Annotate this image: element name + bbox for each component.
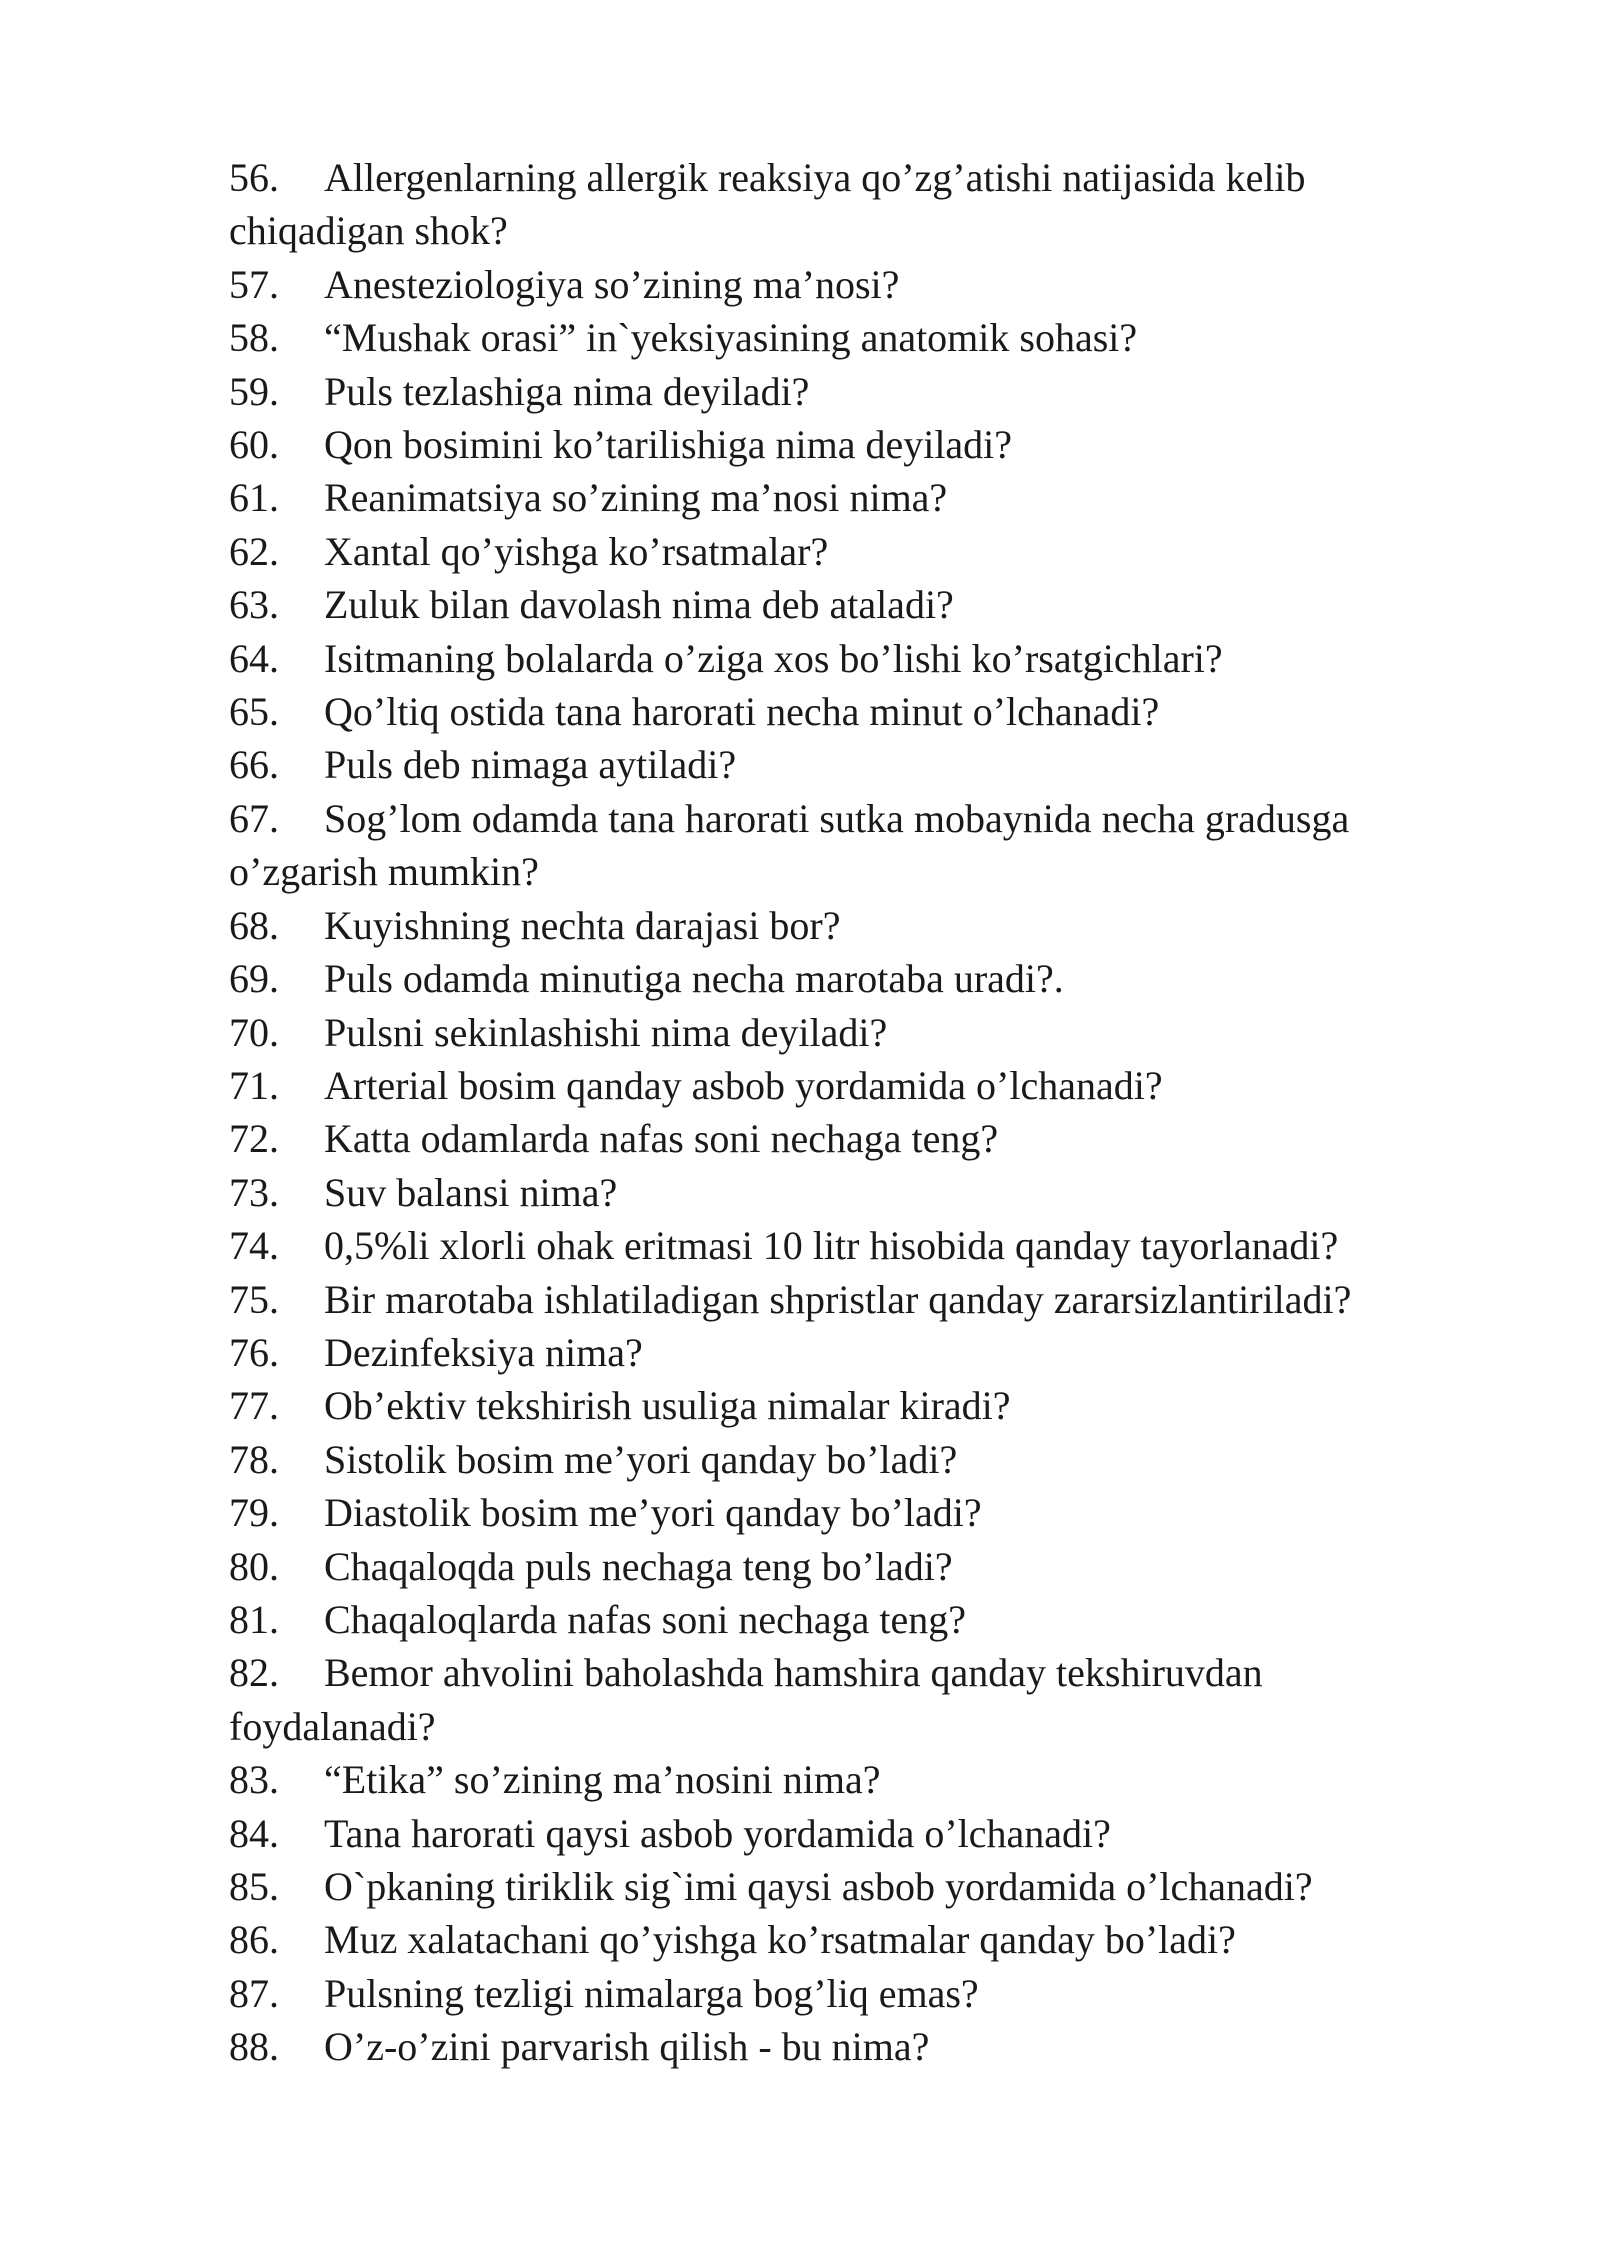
question-number: 79. — [229, 1490, 279, 1536]
question-number: 58. — [229, 315, 279, 361]
question-item — [229, 578, 1429, 631]
question-text: Suv balansi nima? — [324, 1169, 618, 1215]
question-item — [229, 1486, 1429, 1539]
question-list — [229, 151, 1429, 2074]
question-text: Bir marotaba ishlatiladigan shpristlar qanday zararsizlantiriladi? — [324, 1276, 1352, 1322]
question-text: Isitmaning bolalarda o’ziga xos bo’lishi ko’rsatgichlari? — [324, 635, 1223, 681]
question-text: Bemor ahvolini baholashda hamshira qanday tekshiruvdan foydalanadi? — [229, 1650, 1263, 1749]
question-item — [229, 1273, 1429, 1326]
question-text: Sog’lom odamda tana harorati sutka mobaynida necha gradusga o’zgarish mumkin? — [229, 795, 1350, 895]
question-number: 74. — [229, 1223, 279, 1269]
question-text: Qon bosimini ko’tarilishiga nima deyiladi? — [324, 422, 1013, 468]
question-text: Puls deb nimaga aytiladi? — [324, 742, 737, 788]
question-text: Zuluk bilan davolash nima deb ataladi? — [324, 582, 954, 628]
question-text: Ob’ektiv tekshirish usuliga nimalar kiradi? — [324, 1383, 1011, 1429]
question-text: Katta odamlarda nafas soni nechaga teng? — [324, 1116, 999, 1162]
question-item — [229, 1326, 1429, 1379]
question-item — [229, 899, 1429, 952]
question-item — [229, 1112, 1429, 1165]
question-number: 83. — [229, 1757, 279, 1803]
question-item — [229, 418, 1429, 471]
question-number: 86. — [229, 1917, 279, 1963]
question-item — [229, 1006, 1429, 1059]
question-text: Pulsning tezligi nimalarga bog’liq emas? — [324, 1970, 979, 2016]
question-number: 87. — [229, 1970, 279, 2016]
question-text: “Etika” so’zining ma’nosini nima? — [324, 1757, 881, 1803]
question-text: Puls tezlashiga nima deyiladi? — [324, 368, 810, 414]
question-number: 80. — [229, 1543, 279, 1589]
question-number: 57. — [229, 261, 279, 307]
question-number: 81. — [229, 1596, 279, 1642]
question-number: 75. — [229, 1276, 279, 1322]
question-text: Arterial bosim qanday asbob yordamida o’lchanadi? — [324, 1062, 1163, 1108]
question-text: O`pkaning tiriklik sig`imi qaysi asbob yordamida o’lchanadi? — [324, 1864, 1313, 1909]
question-item — [229, 525, 1429, 578]
question-number: 66. — [229, 742, 279, 788]
question-item — [229, 1379, 1429, 1432]
question-number: 84. — [229, 1810, 279, 1856]
question-item — [229, 1860, 1429, 1913]
question-number: 59. — [229, 368, 279, 414]
question-text: Chaqaloqda puls nechaga teng bo’ladi? — [324, 1543, 953, 1589]
question-item — [229, 471, 1429, 524]
question-item — [229, 1433, 1429, 1486]
question-text: Sistolik bosim me’yori qanday bo’ladi? — [324, 1436, 958, 1482]
question-item — [229, 1646, 1429, 1753]
question-text: 0,5%li xlorli ohak eritmasi 10 litr hisobida qanday tayorlanadi? — [324, 1223, 1339, 1269]
question-text: Diastolik bosim me’yori qanday bo’ladi? — [324, 1490, 982, 1536]
question-number: 82. — [229, 1650, 279, 1696]
question-text: “Mushak orasi” in`yeksiyasining anatomik sohasi? — [324, 315, 1138, 361]
question-number: 64. — [229, 635, 279, 681]
question-number: 76. — [229, 1329, 279, 1375]
question-text: Kuyishning nechta darajasi bor? — [324, 902, 841, 948]
question-number: 73. — [229, 1169, 279, 1215]
question-text: Qo’ltiq ostida tana harorati necha minut o’lchanadi? — [324, 689, 1160, 735]
question-text: O’z-o’zini parvarish qilish - bu nima? — [324, 2024, 930, 2070]
question-number: 56. — [229, 155, 279, 200]
question-number: 67. — [229, 795, 279, 841]
question-item — [229, 1593, 1429, 1646]
question-text: Muz xalatachani qo’yishga ko’rsatmalar qanday bo’ladi? — [324, 1917, 1236, 1963]
question-text: Anesteziologiya so’zining ma’nosi? — [324, 261, 900, 307]
question-item — [229, 685, 1429, 738]
question-number: 77. — [229, 1383, 279, 1429]
question-number: 63. — [229, 582, 279, 628]
question-number: 88. — [229, 2024, 279, 2070]
question-number: 72. — [229, 1116, 279, 1162]
question-number: 71. — [229, 1062, 279, 1108]
question-item — [229, 792, 1429, 899]
question-item — [229, 1807, 1429, 1860]
question-text: Dezinfeksiya nima? — [324, 1329, 643, 1375]
question-number: 78. — [229, 1436, 279, 1482]
question-item — [229, 632, 1429, 685]
question-text: Chaqaloqlarda nafas soni nechaga teng? — [324, 1596, 966, 1642]
question-item — [229, 1059, 1429, 1112]
question-text: Reanimatsiya so’zining ma’nosi nima? — [324, 475, 948, 521]
question-item — [229, 2020, 1429, 2073]
question-text: Pulsni sekinlashishi nima deyiladi? — [324, 1009, 888, 1055]
question-number: 60. — [229, 422, 279, 468]
question-item — [229, 258, 1429, 311]
question-number: 69. — [229, 956, 279, 1002]
question-text: Puls odamda minutiga necha marotaba uradi?. — [324, 956, 1064, 1002]
question-item — [229, 1219, 1429, 1272]
question-item — [229, 1753, 1429, 1806]
question-item — [229, 365, 1429, 418]
question-number: 61. — [229, 475, 279, 521]
question-text: Xantal qo’yishga ko’rsatmalar? — [324, 528, 829, 574]
question-item — [229, 1913, 1429, 1966]
question-item — [229, 952, 1429, 1005]
question-text: Allergenlarning allergik reaksiya qo’zg’atishi natijasida kelib chiqadigan shok? — [229, 155, 1306, 254]
question-item — [229, 1166, 1429, 1219]
question-number: 70. — [229, 1009, 279, 1055]
question-number: 62. — [229, 528, 279, 574]
question-text: Tana harorati qaysi asbob yordamida o’lchanadi? — [324, 1810, 1111, 1856]
question-item — [229, 1967, 1429, 2020]
question-item — [229, 151, 1429, 258]
question-item — [229, 311, 1429, 364]
question-number: 85. — [229, 1864, 279, 1909]
question-item — [229, 1540, 1429, 1593]
question-number: 68. — [229, 902, 279, 948]
question-number: 65. — [229, 689, 279, 735]
question-item — [229, 738, 1429, 791]
